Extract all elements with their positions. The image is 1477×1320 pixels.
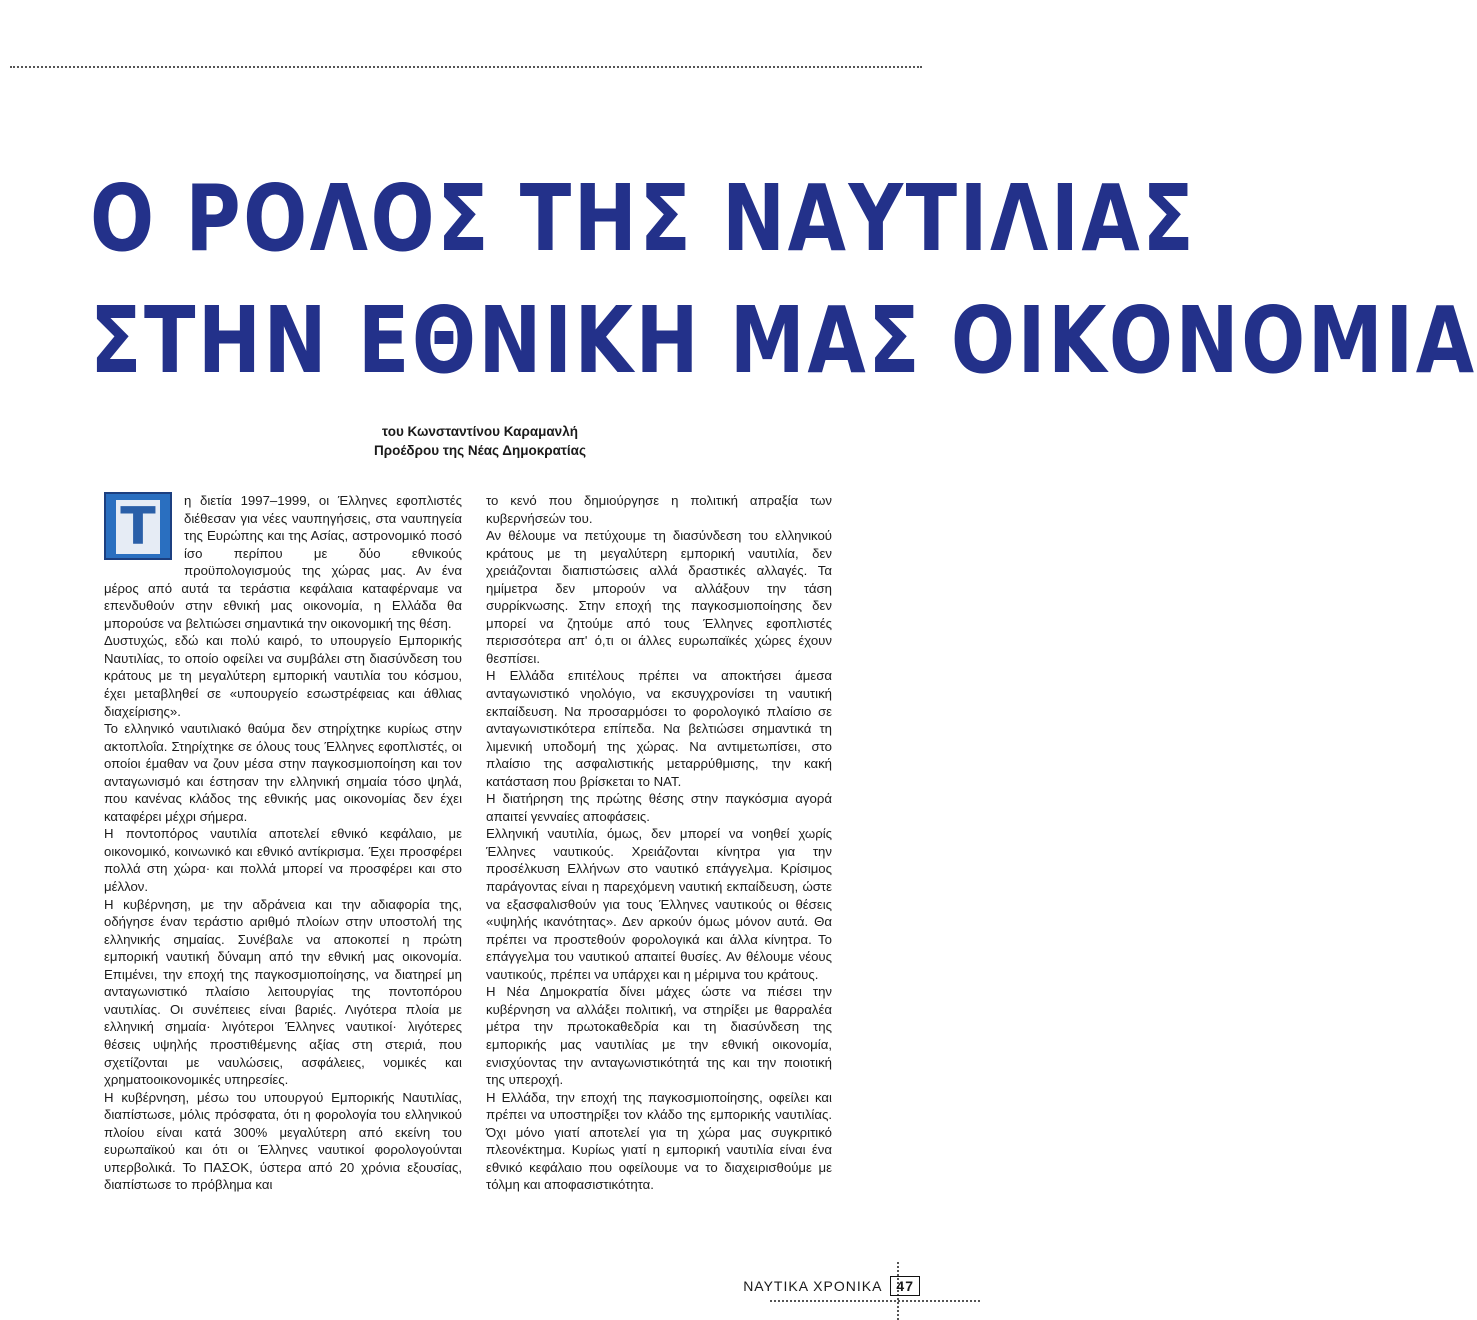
right-column [486, 492, 832, 1194]
page-number: 47 [890, 1276, 920, 1296]
top-dotted-rule [10, 66, 922, 68]
byline [300, 422, 660, 460]
publication-name: ΝΑΥΤΙΚΑ ΧΡΟΝΙΚΑ [743, 1278, 883, 1294]
paragraph: Ελληνική ναυτιλία, όμως, δεν μπορεί να νοηθεί χωρίς Έλληνες ναυτικούς. Χρειάζονται κίνητρα για την προσέλκυση Ελλήνων στο ναυτικό επάγγελμα. Κρίσιμος παράγοντας είναι η παρεχόμενη ναυτική εκπαίδευση, ώστε να εξασφαλισθούν για τους Έλληνες ναυτικούς οι θέσεις «υψηλής ικανότητας». Δεν αρκούν όμως μόνον αυτά. Θα πρέπει να προστεθούν φορολογικά και άλλα κίνητρα. Το επάγγελμα του ναυτικού απαιτεί θυσίες. Αν θέλουμε νέους ναυτικούς, πρέπει να υπάρχει και η μέριμνα του κράτους. [486, 826, 832, 982]
byline-author: του Κωνσταντίνου Καραμανλή [382, 424, 578, 439]
paragraph: Η Ελλάδα επιτέλους πρέπει να αποκτήσει άμεσα ανταγωνιστικό νηολόγιο, να εκσυγχρονίσει τη ναυτική εκπαίδευση. Να προσαρμόσει το φορολογικό πλαίσιο σε ανταγωνιστικότερα επίπεδα. Να βελτιώσει σημαντικά τη λιμενική υποδομή της χώρας. Να αντιμετωπίσει, στο πλαίσιο της ασφαλιστικής μεταρρύθμισης, την κακή κατάσταση που βρίσκεται το ΝΑΤ. [486, 668, 832, 789]
title-line-1: Ο ΡΟΛΟΣ ΤΗΣ ΝΑΥΤΙΛΙΑΣ [90, 165, 1197, 272]
title-line-2: ΣΤΗΝ ΕΘΝΙΚΗ ΜΑΣ ΟΙΚΟΝΟΜΙΑ [90, 287, 1477, 394]
dropcap-letter: Τ [116, 500, 160, 554]
paragraph: το κενό που δημιούργησε η πολιτική απραξία των κυβερνήσεών του. [486, 493, 832, 526]
paragraph: Το ελληνικό ναυτιλιακό θαύμα δεν στηρίχτηκε κυρίως στην ακτοπλοΐα. Στηρίχτηκε σε όλους τους Έλληνες εφοπλιστές, οι οποίοι έμαθαν να ζουν μέσα στην παγκοσμιοποίηση και τον ανταγωνισμό και έστησαν την ελληνική σημαία τόσο ψηλά, που κανένας κλάδος της εθνικής μας οικονομίας δεν έχει καταφέρει μέχρι σήμερα. [104, 721, 462, 824]
dropcap-box [104, 492, 172, 560]
bottom-dotted-rule [770, 1300, 980, 1302]
article-title [90, 158, 1477, 402]
paragraph: Η κυβέρνηση, μέσω του υπουργού Εμπορικής Ναυτιλίας, διαπίστωσε, μόλις πρόσφατα, ότι η φορολογία του ελληνικού πλοίου είναι κατά 300% μεγαλύτερη από εκείνη του ευρωπαϊκού και ότι οι Έλληνες ναυτικοί φορολογούνται υπερβολικά. Το ΠΑΣΟΚ, ύστερα από 20 χρόνια εξουσίας, διαπίστωσε το πρόβλημα και [104, 1089, 462, 1193]
paragraph: Η ποντοπόρος ναυτιλία αποτελεί εθνικό κεφάλαιο, με οικονομικό, κοινωνικό και εθνικό αντίκρισμα. Έχει προσφέρει πολλά στη χώρα· και πολλά μπορεί να προσφέρει και στο μέλλον. [104, 826, 462, 895]
paragraph: Η κυβέρνηση, με την αδράνεια και την αδιαφορία της, οδήγησε έναν τεράστιο αριθμό πλοίων στην υποστολή της ελληνικής σημαίας. Συνέβαλε να αποκοπεί η πρώτη εμπορική ναυτική δύναμη από την εθνική μας οικονομία. Επιμένει, την εποχή της παγκοσμιοποίησης, να διατηρεί μη ανταγωνιστικό πλαίσιο λειτουργίας της ποντοπόρου ναυτιλίας. Οι συνέπειες είναι βαριές. Λιγότερα πλοία με ελληνική σημαία· λιγότεροι Έλληνες ναυτικοί· λιγότερες θέσεις υψηλής προστιθέμενης αξίας στη στεριά, που σχετίζονται με ναυλώσεις, ασφάλειες, νομικές και χρηματοοικονομικές υπηρεσίες. [104, 896, 462, 1088]
page-footer [743, 1276, 920, 1296]
byline-role: Προέδρου της Νέας Δημοκρατίας [373, 443, 586, 458]
left-column [104, 492, 462, 1194]
paragraph: Η Ελλάδα, την εποχή της παγκοσμιοποίησης, οφείλει και πρέπει να υποστηρίξει τον κλάδο της εμπορικής ναυτιλίας. Όχι μόνο γιατί αποτελεί για τη χώρα μας συγκριτικό πλεονέκτημα. Κυρίως γιατί η εμπορική ναυτιλία είναι ένα εθνικό κεφάλαιο που οφείλουμε να το διαχειρισθούμε με τόλμη και αποφασιστικότητα. [486, 1089, 832, 1193]
paragraph: Η διατήρηση της πρώτης θέσης στην παγκόσμια αγορά απαιτεί γενναίες αποφάσεις. [486, 791, 832, 824]
paragraph: Δυστυχώς, εδώ και πολύ καιρό, το υπουργείο Εμπορικής Ναυτιλίας, το οποίο οφείλει να συμβάλει στη διασύνδεση του κράτους με τη μεγαλύτερη εμπορική ναυτιλία του κόσμου, έχει μεταβληθεί σε «υπουργείο εσωστρέφειας και άθλιας διαχείρισης». [104, 633, 462, 719]
paragraph: Αν θέλουμε να πετύχουμε τη διασύνδεση του ελληνικού κράτους με τη μεγαλύτερη εμπορική ναυτιλία, δεν χρειάζονται διαπιστώσεις αλλά δραστικές αλλαγές. Τα ημίμετρα δεν μπορούν να αλλάξουν την τάση συρρίκνωσης. Στην εποχή της παγκοσμιοποίησης δεν μπορεί να ζητούμε από τους Έλληνες εφοπλιστές περισσότερα απ' ό,τι οι άλλες ευρωπαϊκές χώρες έχουν θεσπίσει. [486, 528, 832, 666]
paragraph: η διετία 1997–1999, οι Έλληνες εφοπλιστές διέθεσαν για νέες ναυπηγήσεις, στα ναυπηγεία της Ευρώπης και της Ασίας, αστρονομικό ποσό ίσο περίπου με δύο εθνικούς προϋπολογισμούς της χώρας μας. Αν ένα μέρος από αυτά τα τεράστια κεφάλαια καταφέρναμε να επενδυθούν στην εθνική μας οικονομία, η Ελλάδα θα μπορούσε να βελτιώσει σημαντικά την οικονομική της θέση. [104, 493, 462, 631]
paragraph: Η Νέα Δημοκρατία δίνει μάχες ώστε να πιέσει την κυβέρνηση να αλλάξει πολιτική, να στηρίξει με θαρραλέα μέτρα την πρωτοκαθεδρία και τη διασύνδεση της εμπορικής μας ναυτιλίας με την εθνική οικονομία, ενισχύοντας την ανταγωνιστικότητά της και την ποιοτική της υπεροχή. [486, 984, 832, 1088]
